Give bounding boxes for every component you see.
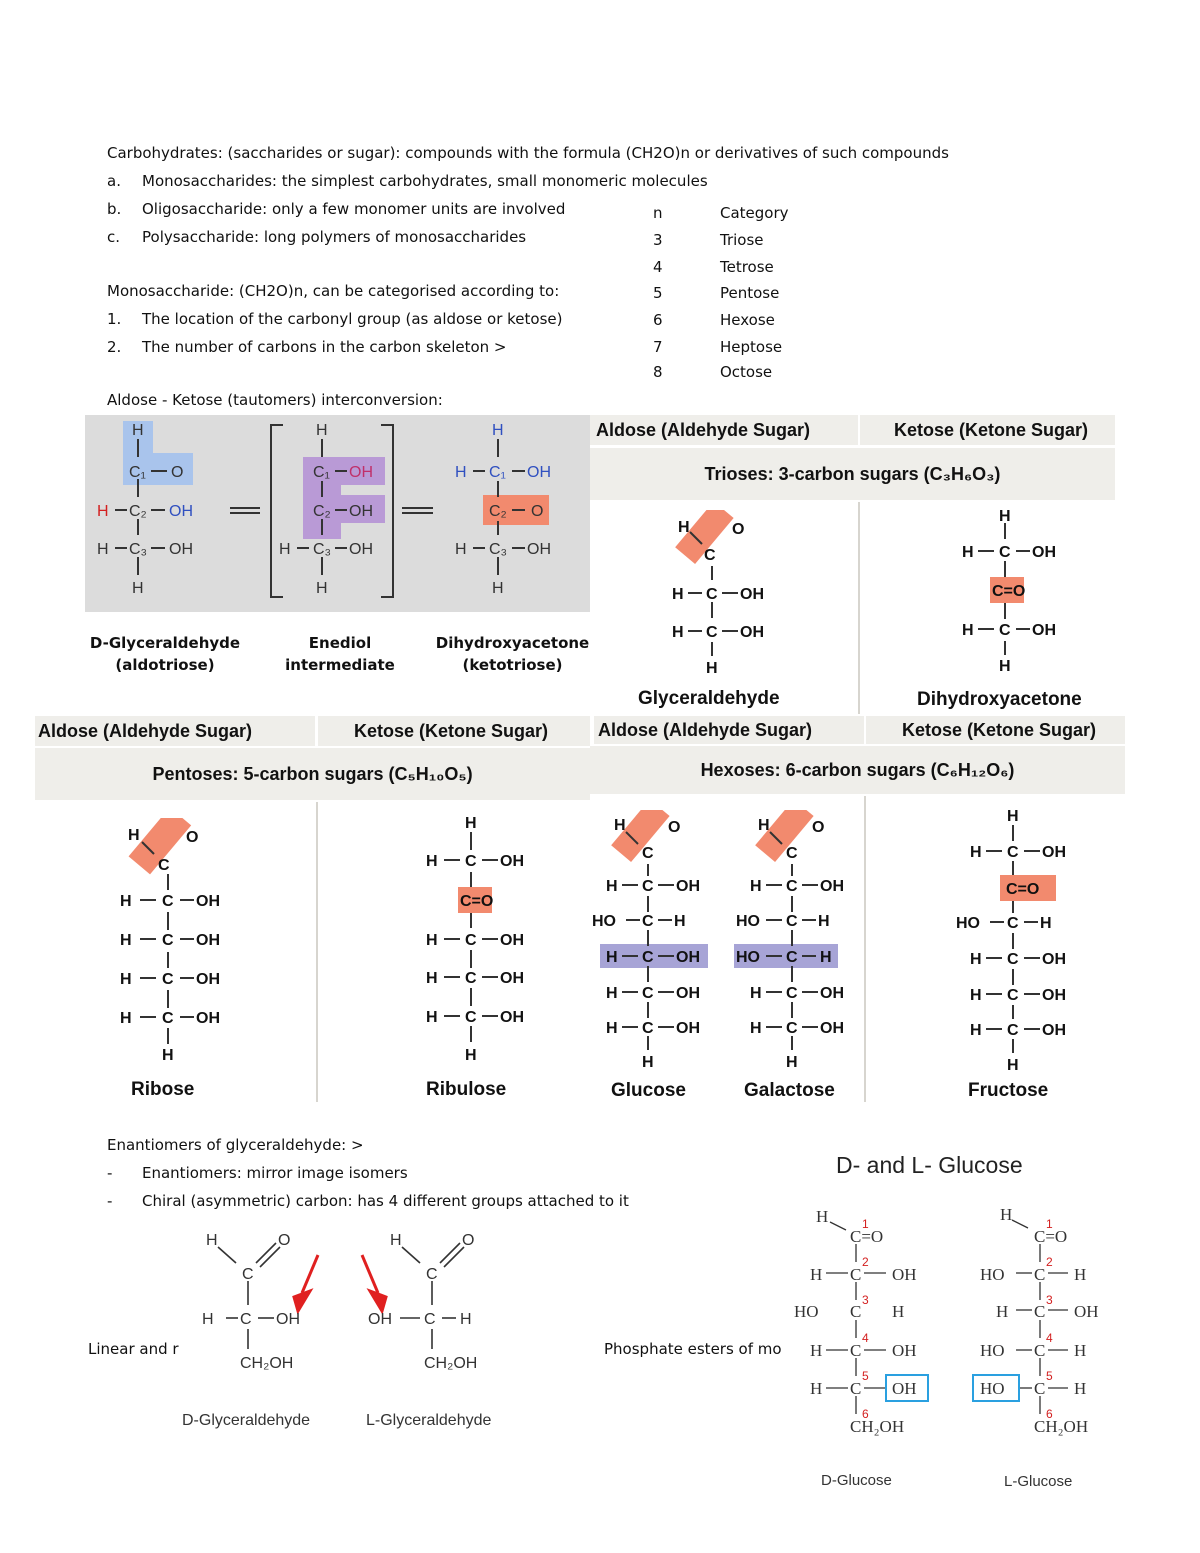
- list-item: [107, 310, 563, 328]
- atom-label: C: [999, 544, 1011, 561]
- atom-label: H: [120, 1010, 132, 1027]
- atom-label: C: [706, 624, 718, 641]
- atom-label: H: [1007, 1057, 1019, 1074]
- carbon-number: 2: [1046, 1255, 1053, 1269]
- atom-label: C: [786, 878, 798, 895]
- atom-label: H: [750, 985, 762, 1002]
- atom-label: H: [606, 985, 618, 1002]
- list-text: Chiral (asymmetric) carbon: has 4 different groups attached to it: [142, 1192, 629, 1210]
- atom-label: HO: [592, 913, 616, 930]
- caption-line: Dihydroxyacetone: [435, 634, 590, 652]
- list-marker: -: [107, 1192, 113, 1210]
- atom-label: H: [970, 987, 982, 1004]
- carbohydrate-definition: Carbohydrates: (saccharides or sugar): compounds with the formula (CH2O)n or derivatives of such compounds: [107, 144, 949, 162]
- atom-label: OH: [1042, 1022, 1066, 1039]
- atom-label: H: [672, 624, 684, 641]
- hexose-ketose-header: Ketose (Ketone Sugar): [866, 716, 1125, 744]
- atom-label: H: [120, 971, 132, 988]
- atom-label: H: [465, 1047, 477, 1062]
- atom-label: H: [970, 1022, 982, 1039]
- carbon-number: 1: [1046, 1217, 1053, 1231]
- list-marker: -: [107, 1164, 113, 1182]
- atom-label: OH: [1042, 951, 1066, 968]
- atom-label: OH: [892, 1379, 917, 1398]
- atom-label: OH: [349, 503, 373, 520]
- ribose-name: Ribose: [131, 1079, 195, 1100]
- glucose-name: Glucose: [611, 1080, 686, 1101]
- carbon-number: 4: [1046, 1331, 1053, 1345]
- atom-label: C=O: [1006, 881, 1040, 898]
- atom-label: C: [1034, 1302, 1046, 1321]
- atom-label: H: [962, 544, 974, 561]
- atom-label: OH: [500, 1009, 524, 1026]
- glucose-figure-title: D- and L- Glucose: [836, 1152, 1023, 1178]
- triose-divider: [858, 502, 860, 714]
- atom-label: OH: [1042, 844, 1066, 861]
- atom-label: O: [278, 1232, 291, 1249]
- atom-label: OH: [1032, 622, 1056, 639]
- atom-label: OH: [740, 624, 764, 641]
- atom-label: C: [426, 1266, 438, 1283]
- atom-label: H: [492, 580, 504, 597]
- atom-label: C: [240, 1311, 252, 1328]
- phosphate-esters-label: Phosphate esters of mo: [604, 1340, 782, 1358]
- table-cell: 3: [653, 231, 663, 249]
- atom-label: H: [390, 1232, 402, 1249]
- atom-label: C: [642, 913, 654, 930]
- carbon-number: 3: [1046, 1293, 1053, 1307]
- atom-label: HO: [956, 915, 980, 932]
- atom-label: C₁: [129, 464, 146, 481]
- d-l-glucose-structures: [790, 1200, 1110, 1450]
- atom-label: H: [316, 422, 328, 439]
- atom-label: H: [206, 1232, 218, 1249]
- atom-label: C: [704, 547, 716, 564]
- atom-label: C: [1034, 1341, 1046, 1360]
- atom-label: H: [1074, 1341, 1087, 1360]
- atom-label: H: [892, 1302, 905, 1321]
- atom-label: H: [786, 1054, 798, 1071]
- list-item: [107, 172, 708, 190]
- atom-label: HO: [980, 1379, 1005, 1398]
- atom-label: C: [162, 893, 174, 910]
- caption-line: Enediol: [308, 634, 372, 652]
- list-marker: b.: [107, 200, 122, 218]
- atom-label: O: [462, 1232, 475, 1249]
- atom-label: HO: [980, 1265, 1005, 1284]
- pentose-ketose-header: Ketose (Ketone Sugar): [318, 716, 590, 746]
- atom-label: OH: [1074, 1302, 1099, 1321]
- atom-label: OH: [196, 932, 220, 949]
- atom-label: C: [162, 1010, 174, 1027]
- atom-label: CH₂OH: [1034, 1417, 1089, 1436]
- carbon-number: 2: [862, 1255, 869, 1269]
- atom-label: O: [732, 521, 745, 538]
- list-item: [107, 1192, 629, 1210]
- atom-label: HO: [980, 1341, 1005, 1360]
- hexose-aldose-header: Aldose (Aldehyde Sugar): [594, 716, 864, 744]
- triose-aldose-header: Aldose (Aldehyde Sugar): [590, 415, 858, 445]
- table-cell: Tetrose: [720, 258, 774, 276]
- atom-label: H: [97, 541, 109, 558]
- atom-label: OH: [676, 949, 700, 966]
- atom-label: C: [162, 971, 174, 988]
- ribulose-structure: [418, 812, 548, 1062]
- glyceraldehyde-name: Glyceraldehyde: [638, 688, 780, 709]
- atom-label: H: [1074, 1265, 1087, 1284]
- carbon-number: 6: [1046, 1407, 1053, 1421]
- carbon-number: 4: [862, 1331, 869, 1345]
- atom-label: H: [465, 815, 477, 832]
- atom-label: C: [1007, 1022, 1019, 1039]
- atom-label: C: [1007, 951, 1019, 968]
- galactose-name: Galactose: [744, 1080, 835, 1101]
- carbon-number: 3: [862, 1293, 869, 1307]
- list-text: Polysaccharide: long polymers of monosaccharides: [142, 228, 527, 246]
- atom-label: C₃: [129, 541, 148, 558]
- atom-label: H: [606, 949, 618, 966]
- triose-ketose-header: Ketose (Ketone Sugar): [860, 415, 1115, 445]
- atom-label: C: [1034, 1379, 1046, 1398]
- atom-label: O: [668, 819, 681, 836]
- d-glyceraldehyde-caption: D-Glyceraldehyde: [182, 1412, 311, 1429]
- atom-label: H: [426, 932, 438, 949]
- dihydroxyacetone-name: Dihydroxyacetone: [917, 689, 1082, 710]
- pentose-aldose-header: Aldose (Aldehyde Sugar): [35, 716, 315, 746]
- atom-label: C₁: [489, 464, 506, 481]
- atom-label: H: [120, 932, 132, 949]
- list-item: [107, 228, 527, 246]
- list-marker: 2.: [107, 338, 122, 356]
- linear-ring-label: Linear and r: [88, 1340, 179, 1358]
- l-glyceraldehyde-caption: L-Glyceraldehyde: [366, 1412, 492, 1429]
- atom-label: C: [786, 1020, 798, 1037]
- atom-label: C: [642, 949, 654, 966]
- atom-label: H: [1000, 1205, 1013, 1224]
- atom-label: C: [706, 586, 718, 603]
- atom-label: H: [674, 913, 686, 930]
- l-glucose-caption: L-Glucose: [1004, 1473, 1073, 1490]
- list-marker: c.: [107, 228, 121, 246]
- atom-label: C: [786, 913, 798, 930]
- carbon-number: 6: [862, 1407, 869, 1421]
- atom-label: H: [128, 827, 140, 844]
- list-item: [107, 200, 566, 218]
- atom-label: C: [242, 1266, 254, 1283]
- atom-label: H: [750, 878, 762, 895]
- pentose-title: Pentoses: 5-carbon sugars (C₅H₁₀O₅): [35, 748, 590, 800]
- dihydroxyacetone-structure: [950, 505, 1070, 680]
- atom-label: C: [999, 622, 1011, 639]
- atom-label: C₃: [313, 541, 332, 558]
- atom-label: C: [850, 1379, 862, 1398]
- atom-label: H: [810, 1379, 823, 1398]
- atom-label: H: [316, 580, 328, 597]
- atom-label: H: [750, 1020, 762, 1037]
- atom-label: OH: [196, 893, 220, 910]
- atom-label: H: [1007, 808, 1019, 825]
- atom-label: CH₂OH: [424, 1355, 478, 1372]
- atom-label: OH: [527, 541, 551, 558]
- atom-label: C: [158, 857, 170, 874]
- atom-label: OH: [169, 503, 193, 520]
- list-marker: a.: [107, 172, 121, 190]
- atom-label: OH: [676, 985, 700, 1002]
- atom-label: OH: [820, 985, 844, 1002]
- atom-label: C=O: [992, 583, 1026, 600]
- atom-label: HO: [736, 913, 760, 930]
- atom-label: C₂: [489, 503, 507, 520]
- atom-label: H: [706, 660, 718, 677]
- tautomer-caption-glyceraldehyde: [85, 634, 245, 674]
- atom-label: CH₂OH: [240, 1355, 294, 1372]
- atom-label: H: [810, 1265, 823, 1284]
- atom-label: H: [132, 580, 144, 597]
- tautomer-diagram: [85, 415, 590, 612]
- hexose-divider: [864, 796, 866, 1102]
- atom-label: H: [202, 1311, 214, 1328]
- atom-label: H: [455, 541, 467, 558]
- ribose-structure: [110, 818, 250, 1068]
- atom-label: C: [786, 949, 798, 966]
- table-cell: Octose: [720, 363, 773, 381]
- atom-label: H: [996, 1302, 1009, 1321]
- atom-label: CH₂OH: [850, 1417, 905, 1436]
- atom-label: C: [850, 1265, 862, 1284]
- table-cell: 8: [653, 363, 663, 381]
- classification-criteria-list: [107, 310, 627, 366]
- pentose-divider: [316, 802, 318, 1102]
- atom-label: C: [642, 878, 654, 895]
- table-cell: 6: [653, 311, 663, 329]
- atom-label: H: [1040, 915, 1052, 932]
- glyceraldehyde-structure: [660, 510, 780, 685]
- atom-label: O: [531, 503, 544, 520]
- tautomer-caption-enediol: [265, 634, 415, 674]
- caption-line: intermediate: [285, 656, 395, 674]
- atom-label: H: [672, 586, 684, 603]
- atom-label: C: [850, 1302, 862, 1321]
- atom-label: H: [279, 541, 291, 558]
- table-cell: Hexose: [720, 311, 775, 329]
- atom-label: H: [606, 1020, 618, 1037]
- atom-label: OH: [368, 1311, 392, 1328]
- atom-label: H: [120, 893, 132, 910]
- atom-label: H: [614, 817, 626, 834]
- atom-label: OH: [276, 1311, 300, 1328]
- list-item: [107, 1164, 408, 1182]
- atom-label: C: [162, 932, 174, 949]
- carbon-number: 5: [1046, 1369, 1053, 1383]
- atom-label: H: [455, 464, 467, 481]
- list-text: Enantiomers: mirror image isomers: [142, 1164, 408, 1182]
- atom-label: H: [97, 503, 109, 520]
- atom-label: H: [162, 1047, 174, 1064]
- atom-label: OH: [820, 878, 844, 895]
- atom-label: O: [812, 819, 825, 836]
- tautomer-figure: [85, 415, 590, 612]
- caption-line: (aldotriose): [115, 656, 215, 674]
- atom-label: C=O: [1034, 1227, 1068, 1246]
- list-text: Monosaccharides: the simplest carbohydrates, small monomeric molecules: [142, 172, 708, 190]
- atom-label: OH: [1042, 987, 1066, 1004]
- atom-label: OH: [349, 541, 373, 558]
- atom-label: H: [606, 878, 618, 895]
- glyceraldehyde-enantiomers: [190, 1225, 530, 1405]
- caption-line: (ketotriose): [462, 656, 563, 674]
- atom-label: C₁: [313, 464, 330, 481]
- fructose-structure: [950, 805, 1090, 1075]
- atom-label: C: [642, 845, 654, 862]
- atom-label: H: [426, 853, 438, 870]
- atom-label: H: [426, 1009, 438, 1026]
- table-cell: 4: [653, 258, 663, 276]
- atom-label: H: [1074, 1379, 1087, 1398]
- atom-label: OH: [740, 586, 764, 603]
- enantiomers-heading: Enantiomers of glyceraldehyde: >: [107, 1136, 364, 1154]
- table-cell: Heptose: [720, 338, 783, 356]
- atom-label: C₂: [313, 503, 331, 520]
- list-text: The number of carbons in the carbon skeleton >: [142, 338, 507, 356]
- atom-label: OH: [527, 464, 551, 481]
- atom-label: OH: [892, 1341, 917, 1360]
- atom-label: C=O: [460, 893, 494, 910]
- atom-label: C: [1034, 1265, 1046, 1284]
- atom-label: H: [999, 658, 1011, 675]
- atom-label: O: [171, 464, 184, 481]
- atom-label: OH: [676, 878, 700, 895]
- table-header-category: Category: [720, 204, 789, 222]
- list-marker: 1.: [107, 310, 122, 328]
- atom-label: H: [678, 519, 690, 536]
- atom-label: C=O: [850, 1227, 884, 1246]
- triose-title: Trioses: 3-carbon sugars (C₃H₆O₃): [590, 448, 1115, 500]
- ribulose-name: Ribulose: [426, 1079, 507, 1100]
- glucose-structure: [590, 810, 720, 1075]
- atom-label: OH: [500, 970, 524, 987]
- atom-label: H: [818, 913, 830, 930]
- atom-label: C: [1007, 987, 1019, 1004]
- interconversion-heading: Aldose - Ketose (tautomers) interconversion:: [107, 391, 443, 409]
- atom-label: OH: [676, 1020, 700, 1037]
- atom-label: H: [132, 422, 144, 439]
- atom-label: C: [850, 1341, 862, 1360]
- carbon-number: 5: [862, 1369, 869, 1383]
- table-header-n: n: [653, 204, 663, 222]
- atom-label: H: [426, 970, 438, 987]
- list-text: Oligosaccharide: only a few monomer units are involved: [142, 200, 566, 218]
- atom-label: C: [465, 970, 477, 987]
- atom-label: OH: [1032, 544, 1056, 561]
- atom-label: H: [492, 422, 504, 439]
- saccharide-types-list: [107, 172, 708, 252]
- list-item: [107, 338, 507, 356]
- galactose-structure: [734, 810, 864, 1075]
- carbon-number: 1: [862, 1217, 869, 1231]
- atom-label: HO: [794, 1302, 819, 1321]
- atom-label: H: [970, 844, 982, 861]
- atom-label: H: [820, 949, 832, 966]
- atom-label: OH: [500, 853, 524, 870]
- hexose-title: Hexoses: 6-carbon sugars (C₆H₁₂O₆): [590, 746, 1125, 794]
- tautomer-caption-dihydroxyacetone: [430, 634, 595, 674]
- atom-label: OH: [169, 541, 193, 558]
- atom-label: H: [970, 951, 982, 968]
- atom-label: C: [1007, 915, 1019, 932]
- atom-label: C: [465, 1009, 477, 1026]
- atom-label: C₂: [129, 503, 147, 520]
- atom-label: OH: [820, 1020, 844, 1037]
- atom-label: OH: [196, 971, 220, 988]
- enantiomer-bullets: [107, 1164, 667, 1220]
- carbon-category-table: [650, 204, 850, 389]
- atom-label: H: [758, 817, 770, 834]
- atom-label: C: [786, 985, 798, 1002]
- atom-label: OH: [500, 932, 524, 949]
- fructose-name: Fructose: [968, 1080, 1049, 1101]
- atom-label: C: [642, 985, 654, 1002]
- atom-label: H: [460, 1311, 472, 1328]
- atom-label: OH: [892, 1265, 917, 1284]
- atom-label: C₃: [489, 541, 508, 558]
- atom-label: H: [810, 1341, 823, 1360]
- atom-label: C: [642, 1020, 654, 1037]
- table-cell: Triose: [720, 231, 764, 249]
- atom-label: H: [642, 1054, 654, 1071]
- atom-label: C: [424, 1311, 436, 1328]
- atom-label: H: [816, 1207, 829, 1226]
- monosaccharide-heading: Monosaccharide: (CH2O)n, can be categorised according to:: [107, 282, 560, 300]
- atom-label: H: [999, 508, 1011, 525]
- atom-label: OH: [349, 464, 373, 481]
- atom-label: C: [786, 845, 798, 862]
- caption-line: D-Glyceraldehyde: [89, 634, 241, 652]
- atom-label: C: [465, 853, 477, 870]
- d-glucose-caption: D-Glucose: [821, 1472, 892, 1489]
- atom-label: OH: [196, 1010, 220, 1027]
- table-cell: Pentose: [720, 284, 780, 302]
- atom-label: HO: [736, 949, 760, 966]
- atom-label: C: [465, 932, 477, 949]
- table-cell: 7: [653, 338, 663, 356]
- list-text: The location of the carbonyl group (as aldose or ketose): [142, 310, 563, 328]
- atom-label: C: [1007, 844, 1019, 861]
- atom-label: H: [962, 622, 974, 639]
- atom-label: O: [186, 829, 199, 846]
- table-cell: 5: [653, 284, 663, 302]
